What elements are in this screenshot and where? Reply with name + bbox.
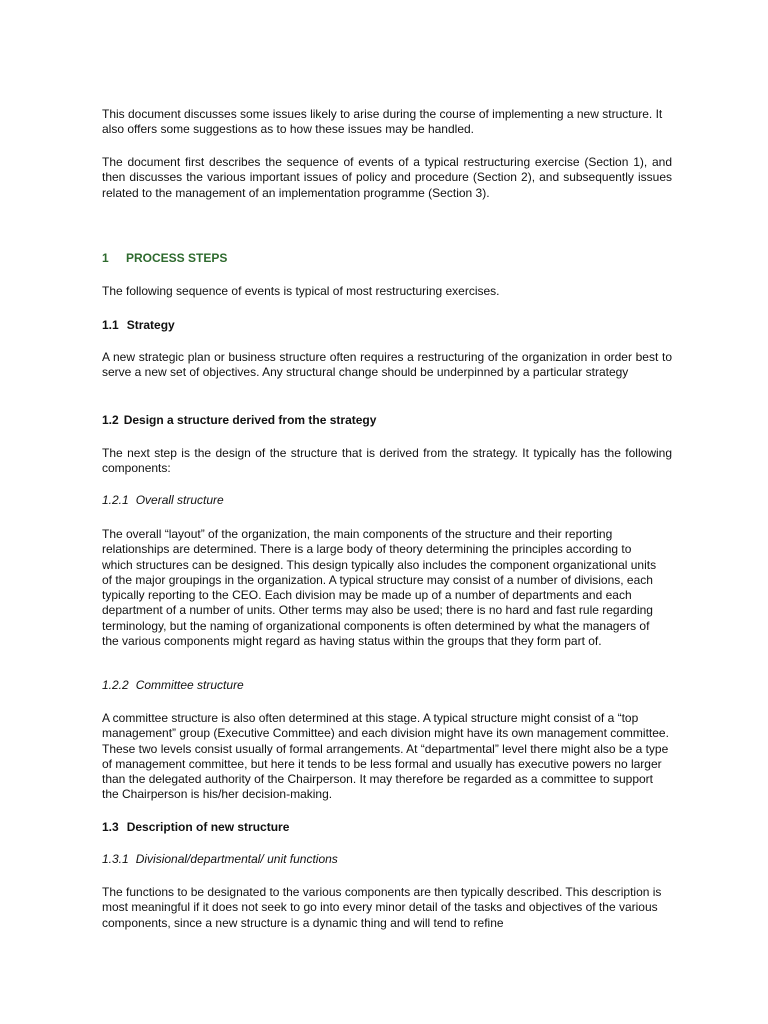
subsubsection-number: 1.3.1: [102, 852, 129, 866]
subsection-number: 1.1: [102, 318, 119, 332]
intro-paragraph-2: The document first describes the sequence of events of a typical restructuring exercise (Section 1), and then discusses the various important issues of policy and procedure (Section 2), and subsequently issues related to the management of an implementation programme (Section 3).: [102, 155, 672, 200]
subsection-number: 1.3: [102, 820, 119, 834]
section-1-lead: The following sequence of events is typical of most restructuring exercises.: [102, 284, 500, 298]
subsection-title: Design a structure derived from the strategy: [123, 413, 377, 427]
subsection-1-1-body: A new strategic plan or business structure often requires a restructuring of the organization in order best to serve a new set of objectives. Any structural change should be underpinned by a particular strategy: [102, 350, 672, 380]
subsection-1-2-heading: [102, 413, 672, 428]
subsubsection-1-2-1-heading: [102, 493, 672, 508]
subsection-1-1-heading: [102, 318, 672, 333]
subsubsection-number: 1.2.2: [102, 678, 129, 692]
subsubsection-title: Committee structure: [135, 678, 244, 692]
subsubsection-1-3-1-heading: [102, 852, 672, 867]
subsubsection-1-2-1-body: The overall “layout” of the organization, the main components of the structure and their reporting relationships are determined. There is a large body of theory determining the principles according to which structures can be designed. This design typically also includes the component organizational units of the major groupings in the organization. A typical structure may consist of a number of divisions, each typically reporting to the CEO. Each division may be made up of a number of departments and each department of a number of units. Other terms may also be used; there is no hard and fast rule regarding terminology, but the naming of organizational components is often determined by what the managers of the various components might regard as having status within the groups that they form part of.: [102, 527, 657, 649]
subsection-title: Description of new structure: [126, 820, 290, 834]
subsubsection-1-3-1-body: The functions to be designated to the various components are then typically described. This description is most meaningful if it does not seek to go into every minor detail of the tasks and objectives of the various components, since a new structure is a dynamic thing and will tend to refine: [102, 885, 662, 930]
section-number: 1: [102, 251, 109, 265]
subsubsection-title: Divisional/departmental/ unit functions: [135, 852, 338, 866]
subsection-1-2-body: The next step is the design of the structure that is derived from the strategy. It typically has the following components:: [102, 446, 672, 476]
subsubsection-number: 1.2.1: [102, 493, 129, 507]
subsubsection-1-2-2-heading: [102, 678, 672, 693]
subsubsection-title: Overall structure: [135, 493, 224, 507]
subsection-title: Strategy: [126, 318, 175, 332]
section-1-heading: [102, 251, 672, 266]
subsubsection-1-2-2-body: A committee structure is also often determined at this stage. A typical structure might consist of a “top management” group (Executive Committee) and each division might have its own management committee. These two levels consist usually of formal arrangements. At “departmental” level there might also be a type of management committee, but here it tends to be less formal and usually has executive powers no larger than the delegated authority of the Chairperson. It may therefore be regarded as a committee to support the Chairperson is his/her decision-making.: [102, 711, 669, 802]
subsection-1-3-heading: [102, 820, 672, 835]
subsection-number: 1.2: [102, 413, 119, 427]
intro-paragraph-1: This document discusses some issues likely to arise during the course of implementing a new structure. It also offers some suggestions as to how these issues may be handled.: [102, 107, 663, 137]
section-title: PROCESS STEPS: [126, 251, 228, 265]
